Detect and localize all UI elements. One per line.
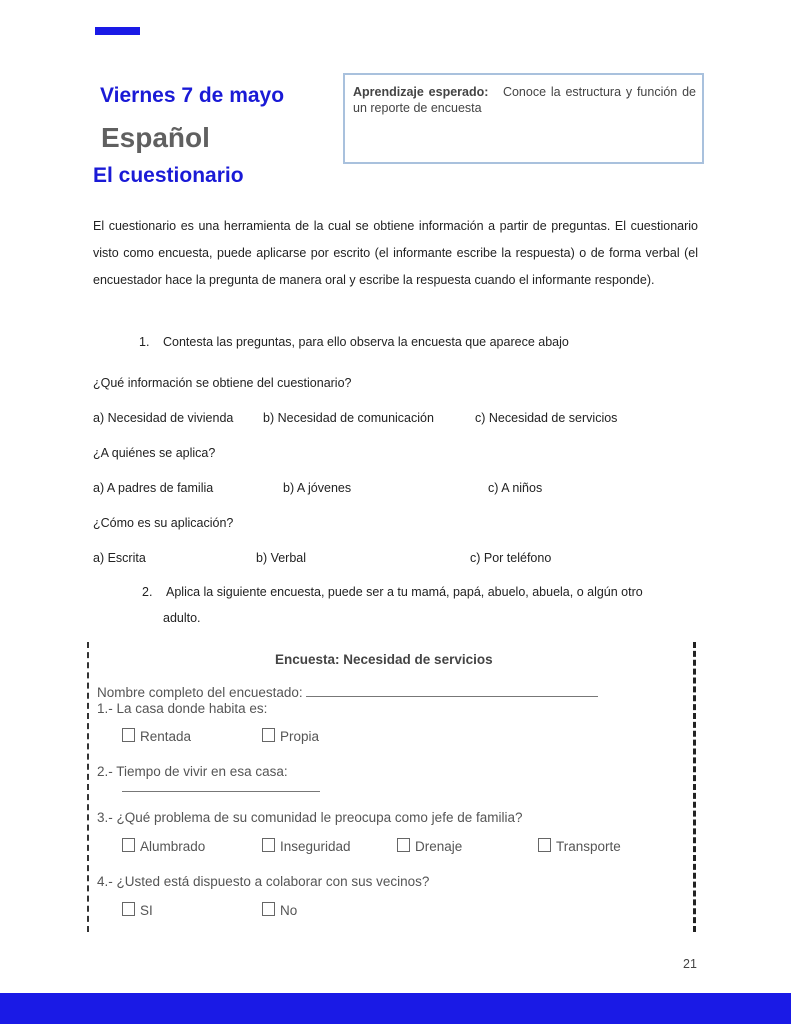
instruction-2-text: Aplica la siguiente encuesta, puede ser a tu mamá, papá, abuelo, abuela, o algún otro xyxy=(166,585,643,599)
option-label: Rentada xyxy=(140,729,192,744)
lesson-date: Viernes 7 de mayo xyxy=(100,84,285,107)
survey-time-blank[interactable] xyxy=(122,781,320,792)
topic-title: El cuestionario xyxy=(93,164,244,187)
option-label: Drenaje xyxy=(415,839,463,854)
learning-objective-text: Conoce la estructura y función de un reporte de encuesta xyxy=(353,85,696,115)
question-2-option-a: a) A padres de familia xyxy=(93,481,214,495)
instruction-2-text-cont: adulto. xyxy=(163,611,201,625)
checkbox-icon[interactable] xyxy=(262,838,275,852)
option-label: Alumbrado xyxy=(140,839,206,854)
survey-option-transporte[interactable] xyxy=(538,838,621,854)
question-2-option-b: b) A jóvenes xyxy=(283,481,352,495)
option-label: Transporte xyxy=(556,839,621,854)
question-3: ¿Cómo es su aplicación? xyxy=(93,516,234,530)
survey-question-3: 3.- ¿Qué problema de su comunidad le preocupa como jefe de familia? xyxy=(97,810,523,825)
survey-question-2: 2.- Tiempo de vivir en esa casa: xyxy=(97,764,288,779)
survey-question-1: 1.- La casa donde habita es: xyxy=(97,701,268,716)
footer-accent-bar xyxy=(0,993,791,1024)
checkbox-icon[interactable] xyxy=(122,728,135,742)
instruction-2-number: 2. xyxy=(142,585,153,599)
intro-paragraph: El cuestionario es una herramienta de la cual se obtiene información a partir de preguntas. El cuestionario visto como encuesta, puede aplicarse por escrito (el informante escribe la respuesta) o de forma verbal (el encuestador hace la pregunta de manera oral y escribe la respuesta cuando el informante responde). xyxy=(93,219,698,287)
survey-time-row xyxy=(122,780,320,795)
question-3-option-c: c) Por teléfono xyxy=(470,551,552,565)
survey-option-alumbrado[interactable] xyxy=(122,838,205,854)
learning-objective-label: Aprendizaje esperado: xyxy=(353,85,489,99)
survey-option-inseguridad[interactable] xyxy=(262,838,351,854)
option-label: SI xyxy=(140,903,153,918)
option-label: Propia xyxy=(280,729,320,744)
option-label: No xyxy=(280,903,298,918)
checkbox-icon[interactable] xyxy=(122,902,135,916)
survey-form xyxy=(87,642,696,932)
survey-option-drenaje[interactable] xyxy=(397,838,462,854)
survey-option-no[interactable] xyxy=(262,902,297,918)
question-2-option-c: c) A niños xyxy=(488,481,543,495)
survey-name-blank[interactable] xyxy=(306,686,598,697)
checkbox-icon[interactable] xyxy=(397,838,410,852)
instruction-1-text: Contesta las preguntas, para ello observa la encuesta que aparece abajo xyxy=(163,335,569,349)
survey-option-rentada[interactable] xyxy=(122,728,191,744)
survey-question-4: 4.- ¿Usted está dispuesto a colaborar con sus vecinos? xyxy=(97,874,430,889)
survey-name-label: Nombre completo del encuestado: xyxy=(97,685,303,700)
question-1-option-c: c) Necesidad de servicios xyxy=(475,411,618,425)
question-3-option-a: a) Escrita xyxy=(93,551,146,565)
checkbox-icon[interactable] xyxy=(262,902,275,916)
question-1-option-b: b) Necesidad de comunicación xyxy=(263,411,434,425)
question-1-option-a: a) Necesidad de vivienda xyxy=(93,411,234,425)
learning-objective-box xyxy=(343,73,704,164)
survey-option-si[interactable] xyxy=(122,902,153,918)
subject-title: Español xyxy=(101,122,210,153)
checkbox-icon[interactable] xyxy=(122,838,135,852)
option-label: Inseguridad xyxy=(280,839,351,854)
question-1: ¿Qué información se obtiene del cuestionario? xyxy=(93,376,352,390)
survey-title: Encuesta: Necesidad de servicios xyxy=(275,652,493,667)
checkbox-icon[interactable] xyxy=(538,838,551,852)
survey-option-propia[interactable] xyxy=(262,728,319,744)
survey-name-row xyxy=(97,685,598,700)
checkbox-icon[interactable] xyxy=(262,728,275,742)
question-3-option-b: b) Verbal xyxy=(256,551,307,565)
instruction-1-number: 1. xyxy=(139,335,150,349)
page-number: 21 xyxy=(683,957,697,971)
top-accent-bar xyxy=(95,27,140,35)
question-2: ¿A quiénes se aplica? xyxy=(93,446,216,460)
